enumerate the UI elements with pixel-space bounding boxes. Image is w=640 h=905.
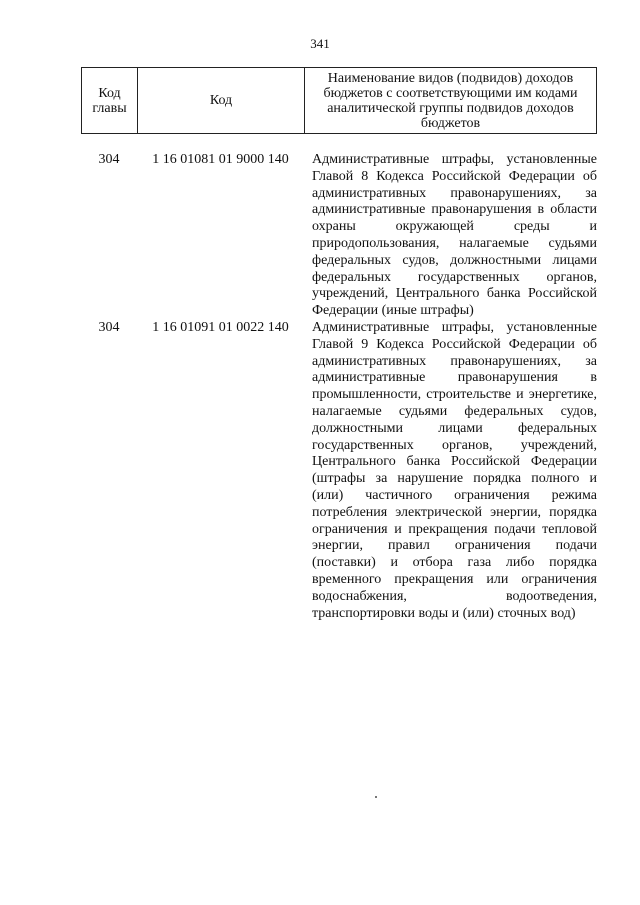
table-header <box>81 67 597 134</box>
row-glava: 304 <box>98 152 120 167</box>
header-kod-glavy: Код главы <box>82 68 138 134</box>
row-code: 1 16 01091 01 0022 140 <box>152 319 289 335</box>
row-code: 1 16 01081 01 9000 140 <box>152 152 289 167</box>
row-glava: 304 <box>98 319 120 335</box>
header-naimenovanie: Наименование видов (подвидов) доходов бюджетов с соответствующими им кодами аналитической группы подвидов доходов бюджетов <box>305 68 597 134</box>
table-row <box>81 152 597 320</box>
header-kod: Код <box>138 68 305 134</box>
table-row <box>81 320 597 622</box>
page-number: 341 <box>310 36 330 51</box>
table-body <box>81 152 597 622</box>
scan-speck <box>375 796 377 798</box>
row-description: Административные штрафы, установленные Главой 8 Кодекса Российской Федерации об административных правонарушениях, за административные правонарушения в области охраны окружающей среды и природопользования, налагаемые судьями федеральных судов, должностными лицами федеральных государственных органов, учреждений, Центрального банка Российской Федерации (иные штрафы) <box>312 152 597 319</box>
row-description: Административные штрафы, установленные Главой 9 Кодекса Российской Федерации об административных правонарушениях, за административные правонарушения в промышленности, строительстве и энергетике, налагаемые судьями федеральных судов, должностными лицами федеральных государственных органов, учреждений, Центрального банка Российской Федерации (штрафы за нарушение порядка полного и (или) частичного ограничения режима потребления электрической энергии, порядка ограничения и прекращения подачи тепловой энергии, правил ограничения подачи (поставки) и отбора газа либо порядка временного прекращения или ограничения водоснабжения, водоотведения, транспортировки воды и (или) сточных вод) <box>312 319 597 621</box>
